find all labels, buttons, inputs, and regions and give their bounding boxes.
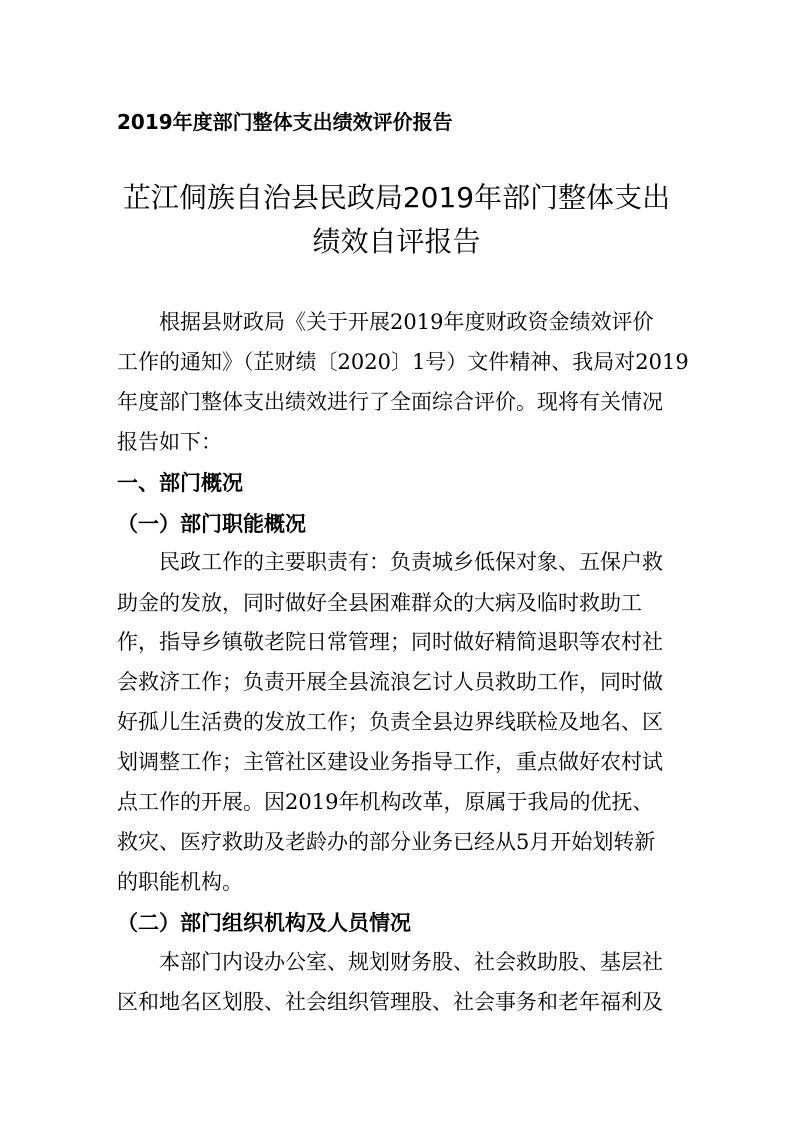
section-1-1-line-5: 好孤儿生活费的发放工作；负责全县边界线联检及地名、区 bbox=[117, 710, 663, 734]
report-title-line-2: 绩效自评报告 bbox=[312, 225, 481, 258]
section-1-heading: 一、部门概况 bbox=[117, 471, 243, 495]
intro-line-1: 根据县财政局《关于开展2019年度财政资金绩效评价 bbox=[159, 310, 654, 334]
section-1-1-line-4: 会救济工作；负责开展全县流浪乞讨人员救助工作，同时做 bbox=[117, 670, 663, 694]
report-header: 2019年度部门整体支出绩效评价报告 bbox=[117, 110, 453, 134]
section-1-1-line-9: 的职能机构。 bbox=[117, 870, 243, 894]
section-1-1-line-6: 划调整工作；主管社区建设业务指导工作，重点做好农村试 bbox=[117, 750, 663, 774]
intro-line-3: 年度部门整体支出绩效进行了全面综合评价。现将有关情况 bbox=[117, 390, 663, 414]
intro-line-4: 报告如下： bbox=[117, 430, 222, 454]
section-1-2-line-1: 本部门内设办公室、规划财务股、社会救助股、基层社 bbox=[159, 950, 663, 974]
section-1-1-line-2: 助金的发放，同时做好全县困难群众的大病及临时救助工 bbox=[117, 591, 642, 615]
section-1-2-heading: （二）部门组织机构及人员情况 bbox=[117, 910, 411, 935]
section-1-1-line-8: 救灾、医疗救助及老龄办的部分业务已经从5月开始划转新 bbox=[117, 830, 656, 854]
intro-line-2: 工作的通知》（芷财绩〔2020〕1号）文件精神、我局对2019 bbox=[117, 350, 689, 374]
section-1-1-heading: （一）部门职能概况 bbox=[117, 511, 306, 536]
section-1-2-line-2: 区和地名区划股、社会组织管理股、社会事务和老年福利及 bbox=[117, 990, 663, 1014]
section-1-1-line-7: 点工作的开展。因2019年机构改革，原属于我局的优抚、 bbox=[117, 790, 654, 814]
section-1-1-line-3: 作，指导乡镇敬老院日常管理；同时做好精简退职等农村社 bbox=[117, 630, 663, 654]
report-title-line-1: 芷江侗族自治县民政局2019年部门整体支出 bbox=[122, 181, 671, 214]
section-1-1-line-1: 民政工作的主要职责有：负责城乡低保对象、五保户救 bbox=[159, 550, 663, 574]
